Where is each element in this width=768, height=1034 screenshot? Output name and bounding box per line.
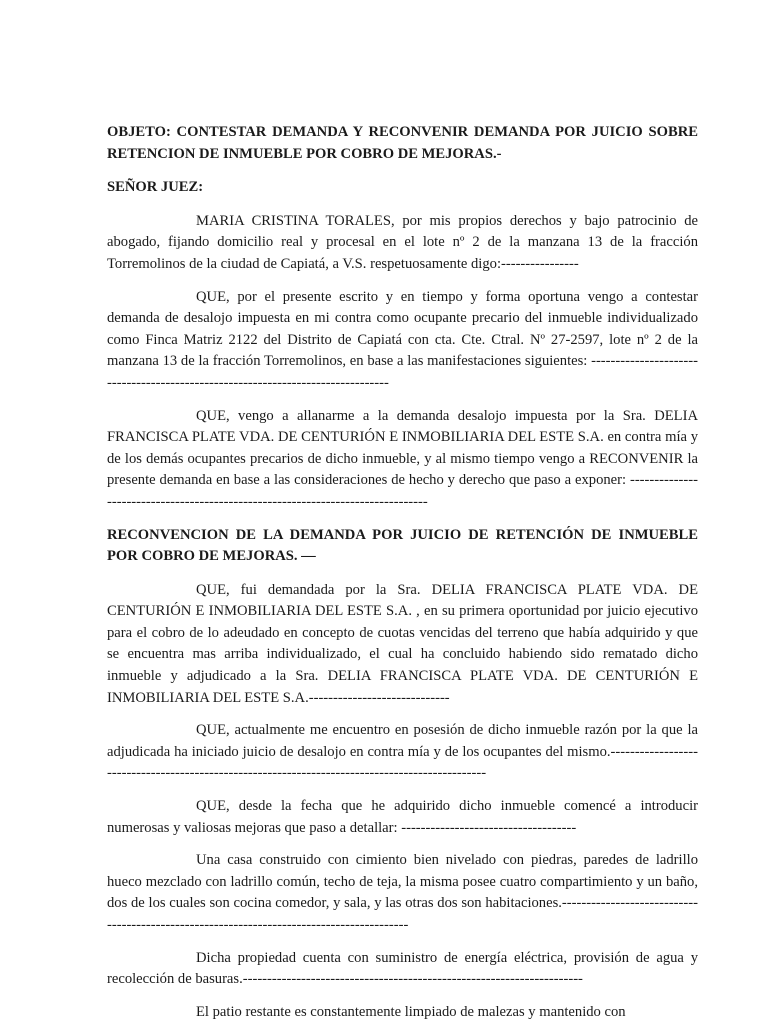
- paragraph-mejoras: QUE, desde la fecha que he adquirido dicho inmueble comencé a introducir numerosas y valiosas mejoras que paso a detallar: ------------------------------------: [107, 798, 698, 836]
- paragraph-servicios: Dicha propiedad cuenta con suministro de energía eléctrica, provisión de agua y recolección de basuras.----------------------------------------------------------------------: [107, 949, 698, 988]
- paragraph-contestacion: QUE, por el presente escrito y en tiempo y forma oportuna vengo a contestar demanda de desalojo impuesta en mi contra como ocupante precario del inmueble individualizado como Finca Matriz 2122 del Distrito de Capiatá con cta. Cte. Ctral. Nº 27-2597, lote nº 2 de la manzana 13 de la fracción Torremolinos, en base a las manifestaciones siguientes: --------------------------------------------------------------------------------: [107, 288, 698, 391]
- objeto-heading: OBJETO: CONTESTAR DEMANDA Y RECONVENIR DEMANDA POR JUICIO SOBRE RETENCION DE INMUEBLE POR COBRO DE MEJORAS.-: [107, 124, 698, 162]
- paragraph-casa: Una casa construido con cimiento bien nivelado con piedras, paredes de ladrillo hueco mezclado con ladrillo común, techo de teja, la misma posee cuatro compartimiento y un baño, dos de los cuales son cocina comedor, y sala, y las otras dos son habitaciones.------------------------------------------------------------------------------------------: [107, 852, 698, 933]
- document-page: [107, 122, 698, 1034]
- paragraph-posesion: QUE, actualmente me encuentro en posesión de dicho inmueble razón por la que la adjudicada ha iniciado juicio de desalojo en contra mía y de los ocupantes del mismo.------------------------------------------------------------------------------------------------: [107, 722, 698, 782]
- senor-juez-heading: SEÑOR JUEZ:: [107, 179, 204, 196]
- paragraph-presentacion: MARIA CRISTINA TORALES, por mis propios derechos y bajo patrocinio de abogado, fijando domicilio real y procesal en el lote nº 2 de la manzana 13 de la fracción Torremolinos de la ciudad de Capiatá, a V.S. respetuosamente digo:----------------: [107, 212, 698, 272]
- paragraph-patio: El patio restante es constantemente limpiado de malezas y mantenido con: [196, 1003, 626, 1020]
- reconvencion-heading: RECONVENCION DE LA DEMANDA POR JUICIO DE RETENCIÓN DE INMUEBLE POR COBRO DE MEJORAS. —: [107, 526, 698, 565]
- paragraph-allanamiento: QUE, vengo a allanarme a la demanda desalojo impuesta por la Sra. DELIA FRANCISCA PLATE VDA. DE CENTURIÓN E INMOBILIARIA DEL ESTE S.A. en contra mía y de los demás ocupantes precarios de dicho inmueble, y al mismo tiempo vengo a RECONVENIR la presente demanda en base a las consideraciones de hecho y derecho que paso a exponer: --------------------------------------------------------------------------------: [107, 407, 698, 510]
- paragraph-demanda-ejecutiva: QUE, fui demandada por la Sra. DELIA FRANCISCA PLATE VDA. DE CENTURIÓN E INMOBILIARIA DEL ESTE S.A. , en su primera oportunidad por juicio ejecutivo para el cobro de lo adeudado en concepto de cuotas vencidas del terreno que había adquirido y que se encuentra mas arriba individualizado, el cual ha concluido habiendo sido rematado dicho inmueble y adjudicado a la Sra. DELIA FRANCISCA PLATE VDA. DE CENTURIÓN E INMOBILIARIA DEL ESTE S.A.-----------------------------: [107, 581, 698, 706]
